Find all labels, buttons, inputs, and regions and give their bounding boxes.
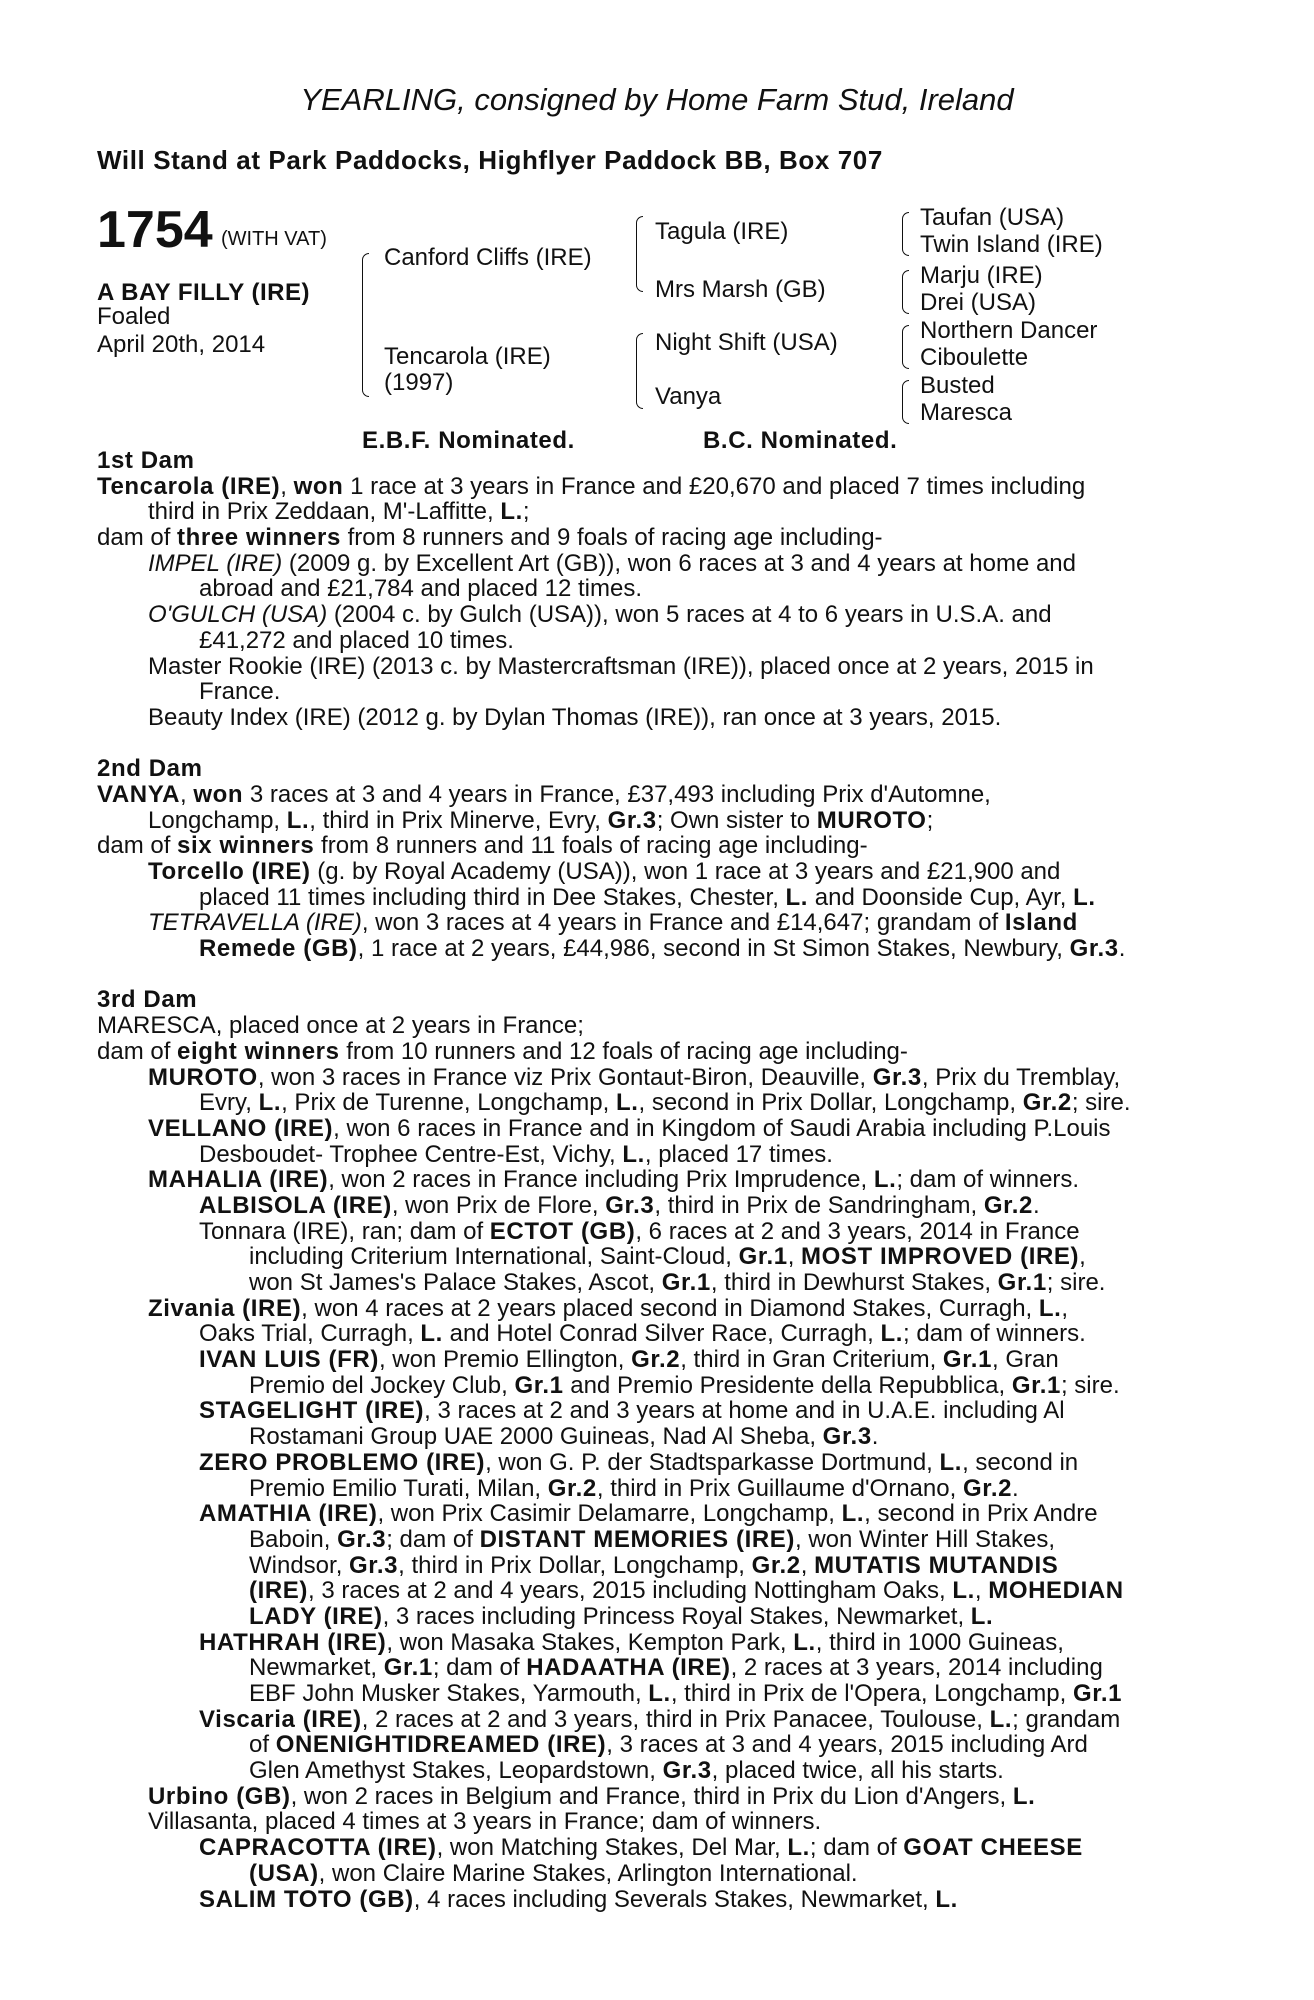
text: , — [787, 1243, 802, 1271]
horse-name: IVAN LUIS (FR) — [199, 1346, 379, 1374]
grade: Gr.2 — [962, 1474, 1013, 1502]
text: ; — [522, 498, 530, 526]
grade: L. — [420, 1320, 443, 1348]
pedigree-brace-3 — [636, 333, 643, 409]
lot-number: 1754 — [97, 201, 213, 259]
text: , — [280, 472, 294, 500]
text: third in Prix Zeddaan, M'-Laffitte, — [148, 498, 501, 526]
spacer — [97, 962, 1197, 988]
text: , — [1061, 1294, 1069, 1322]
text: , — [800, 1551, 815, 1579]
text: dam of — [97, 1037, 178, 1065]
text: including Criterium International, Saint-Cloud, — [249, 1243, 739, 1271]
horse-name: A BAY FILLY (IRE) — [97, 279, 310, 306]
produce-line — [97, 1424, 1197, 1450]
text: . — [871, 1423, 879, 1451]
grade: Gr.1 — [942, 1346, 993, 1374]
grade: L. — [1012, 1782, 1036, 1810]
text: and Premio Presidente della Repubblica, — [563, 1371, 1012, 1399]
text: six winners — [177, 832, 315, 860]
text: , won 3 races at 4 years in France and £14,647; grandam of — [361, 909, 1005, 937]
pedigree-brace-1 — [362, 253, 369, 397]
text: , 3 races including Princess Royal Stakes, Newmarket, — [382, 1602, 971, 1630]
text: dam of — [97, 832, 178, 860]
text: 3 races at 3 and 4 years in France, £37,493 including Prix d'Automne, — [243, 780, 991, 808]
horse-name: MOST IMPROVED (IRE) — [801, 1243, 1080, 1271]
text: , won Premio Ellington, — [378, 1346, 632, 1374]
text: won St James's Palace Stakes, Ascot, — [249, 1269, 662, 1296]
horse-name: Remede (GB) — [199, 935, 358, 963]
third-dam-heading: 3rd Dam — [97, 986, 198, 1014]
text: Tonnara (IRE), ran; dam of — [199, 1217, 490, 1245]
text: three winners — [177, 524, 341, 552]
horse-name: HADAATHA (IRE) — [526, 1654, 731, 1682]
text: Premio Emilio Turati, Milan, — [249, 1474, 548, 1502]
produce-line: £41,272 and placed 10 times. — [199, 626, 514, 654]
text: ; — [926, 806, 934, 834]
produce-line — [97, 1398, 1197, 1424]
produce-line — [97, 1604, 1197, 1630]
horse-name: SALIM TOTO (GB) — [199, 1885, 414, 1913]
text: Windsor, — [249, 1551, 350, 1579]
produce-line — [97, 1758, 1197, 1784]
grade: Gr.1 — [661, 1269, 711, 1296]
horse-name: Viscaria (IRE) — [199, 1705, 362, 1733]
produce-line — [97, 551, 1197, 577]
horse-name: Zivania (IRE) — [148, 1294, 302, 1322]
text: . — [1118, 935, 1126, 963]
grade: L. — [793, 1628, 816, 1656]
text: Oaks Trial, Curragh, — [199, 1320, 421, 1348]
text: , won G. P. der Stadtsparkasse Dortmund, — [485, 1448, 940, 1476]
horse-name: VELLANO (IRE) — [148, 1114, 334, 1142]
text: , third in Prix Guillaume d'Ornano, — [596, 1474, 963, 1502]
text: , Gran — [992, 1346, 1059, 1374]
pedigree-brace-6 — [902, 325, 909, 369]
pedigree-brace-5 — [902, 270, 909, 314]
sire: Canford Cliffs (IRE) — [384, 244, 592, 271]
grade: L. — [785, 883, 809, 911]
pedigree-brace-2 — [636, 216, 643, 292]
grade: L. — [935, 1885, 958, 1913]
grade: L. — [880, 1320, 904, 1348]
grandsire-3: Northern Dancer — [920, 317, 1098, 344]
granddam-1: Twin Island (IRE) — [920, 231, 1103, 258]
granddam-2: Drei (USA) — [920, 289, 1037, 316]
horse-name: CAPRACOTTA (IRE) — [199, 1834, 437, 1862]
text: (2009 g. by Excellent Art (GB)), won 6 races at 3 and 4 years at home and — [282, 549, 1076, 577]
text: Rostamani Group UAE 2000 Guineas, Nad Al Sheba, — [249, 1423, 823, 1451]
produce-line — [97, 1707, 1197, 1733]
second-dam-line — [97, 782, 1197, 808]
produce-line — [97, 1655, 1197, 1681]
text: 1 race at 3 years in France and £20,670 and placed 7 times including — [343, 472, 1086, 500]
grandsire-2: Marju (IRE) — [920, 262, 1043, 289]
text: ; dam of — [386, 1525, 480, 1553]
text: ; dam of winners. — [903, 1320, 1086, 1348]
produce-line — [97, 910, 1197, 936]
text: , third in Prix de Sandringham, — [654, 1191, 984, 1219]
granddam-4: Maresca — [920, 399, 1013, 426]
sire-dam: Mrs Marsh (GB) — [655, 276, 826, 303]
produce-line: Master Rookie (IRE) (2013 c. by Mastercraftsman (IRE)), placed once at 2 years, 2015 in — [148, 652, 1094, 680]
text: , — [974, 1577, 989, 1605]
produce-line: France. — [199, 678, 281, 706]
text: , second in — [962, 1448, 1079, 1476]
text: placed 11 times including third in Dee Stakes, Chester, — [199, 883, 786, 911]
horse-name: VANYA — [97, 780, 181, 808]
horse-name: HATHRAH (IRE) — [199, 1628, 387, 1656]
produce-line — [97, 1553, 1197, 1579]
horse-name: ONENIGHTIDREAMED (IRE) — [275, 1731, 607, 1759]
text: , third in 1000 Guineas, — [815, 1628, 1064, 1656]
produce-line — [97, 1501, 1197, 1527]
horse-name: LADY (IRE) — [249, 1602, 383, 1630]
grade: Gr.1 — [997, 1269, 1047, 1296]
text: , won Masaka Stakes, Kempton Park, — [386, 1628, 794, 1656]
text: ; Own sister to — [656, 806, 817, 834]
grade: L. — [1038, 1294, 1062, 1322]
text: , 3 races at 3 and 4 years, 2015 including Ard — [606, 1731, 1088, 1759]
produce-line — [97, 1347, 1197, 1373]
third-dam-line: MARESCA, placed once at 2 years in France; — [97, 1012, 584, 1040]
pedigree-brace-7 — [902, 380, 909, 424]
grade: L. — [648, 1680, 671, 1707]
consignment-title: YEARLING, consigned by Home Farm Stud, Ireland — [300, 82, 1014, 117]
text: , third in Prix Dollar, Longchamp, — [398, 1551, 752, 1579]
text: , — [1079, 1243, 1086, 1271]
horse-name: IMPEL (IRE) — [148, 549, 283, 577]
text: ; dam of winners. — [896, 1166, 1080, 1194]
grade: Gr.1 — [1072, 1680, 1123, 1707]
grade: Gr.1 — [1011, 1371, 1061, 1399]
horse-name: GOAT CHEESE — [903, 1834, 1083, 1862]
produce-line — [97, 1219, 1197, 1245]
horse-name: ZERO PROBLEMO (IRE) — [199, 1448, 486, 1476]
text: , won Prix de Flore, — [391, 1191, 606, 1219]
produce-line — [97, 1065, 1197, 1091]
third-dam-line — [97, 1039, 1197, 1065]
produce-line — [97, 1450, 1197, 1476]
text: , won Matching Stakes, Del Mar, — [436, 1834, 788, 1862]
text: eight winners — [177, 1037, 340, 1065]
grandsire-4: Busted — [920, 372, 995, 399]
text: ; sire. — [1071, 1089, 1131, 1117]
text: , won Winter Hill Stakes, — [794, 1525, 1056, 1553]
text: , second in Prix Andre — [864, 1500, 1098, 1528]
grade: L. — [787, 1834, 810, 1862]
produce-line: Villasanta, placed 4 times at 3 years in France; dam of winners. — [148, 1808, 822, 1836]
text: and Doonside Cup, Ayr, — [808, 883, 1074, 911]
grade: L. — [286, 806, 310, 834]
grade: Gr.2 — [983, 1191, 1033, 1219]
text: Glen Amethyst Stakes, Leopardstown, — [249, 1757, 663, 1785]
text: , won 6 races in France and in Kingdom of Saudi Arabia including P.Louis — [333, 1114, 1111, 1142]
produce-line — [97, 1681, 1197, 1707]
text: , won Claire Marine Stakes, Arlington International. — [318, 1859, 858, 1887]
text: from 8 runners and 9 foals of racing age including- — [340, 524, 883, 552]
text: Premio del Jockey Club, — [249, 1371, 515, 1399]
text: , second in Prix Dollar, Longchamp, — [638, 1089, 1023, 1117]
produce-line — [97, 1296, 1197, 1322]
produce-line — [97, 1630, 1197, 1656]
grade: L. — [952, 1577, 975, 1605]
stand-location: Will Stand at Park Paddocks, Highflyer Paddock BB, Box 707 — [97, 145, 883, 175]
horse-name: AMATHIA (IRE) — [199, 1500, 378, 1528]
spacer — [97, 731, 1197, 757]
horse-name: (IRE) — [249, 1577, 308, 1605]
horse-name: MOHEDIAN — [988, 1577, 1124, 1605]
produce-line — [97, 1193, 1197, 1219]
first-dam-heading: 1st Dam — [97, 447, 195, 474]
grade: L. — [622, 1140, 645, 1168]
grade: L. — [258, 1089, 282, 1117]
text: , 2 races at 2 and 3 years, third in Prix Panacee, Toulouse, — [361, 1705, 990, 1733]
grade: L. — [615, 1089, 639, 1117]
grade: Gr.3 — [662, 1757, 712, 1785]
second-dam-line — [97, 833, 1197, 859]
horse-name: ALBISOLA (IRE) — [199, 1191, 392, 1219]
text: , placed twice, all his starts. — [711, 1757, 1004, 1785]
dam-sire: Night Shift (USA) — [655, 329, 838, 356]
second-dam-line — [97, 808, 1197, 834]
produce-line — [97, 1373, 1197, 1399]
text: , won 3 races in France viz Prix Gontaut-Biron, Deauville, — [257, 1063, 873, 1091]
text: , third in Prix de l'Opera, Longchamp, — [670, 1680, 1073, 1707]
horse-name: O'GULCH (USA) — [148, 601, 328, 629]
horse-name: DISTANT MEMORIES (IRE) — [479, 1525, 795, 1553]
horse-name: STAGELIGHT (IRE) — [199, 1397, 425, 1425]
text: , 1 race at 2 years, £44,986, second in St Simon Stakes, Newbury, — [357, 935, 1070, 963]
grade: Gr.1 — [738, 1243, 788, 1271]
text: , 6 races at 2 and 3 years, 2014 in France — [635, 1217, 1080, 1245]
text: , won 2 races in Belgium and France, third in Prix du Lion d'Angers, — [290, 1782, 1013, 1810]
text: won — [193, 780, 244, 808]
foaled-label: Foaled — [97, 303, 171, 330]
text: , 2 races at 3 years, 2014 including — [730, 1654, 1103, 1682]
grade: L. — [970, 1602, 994, 1630]
grade: L. — [500, 498, 523, 526]
pedigree-brace-4 — [902, 212, 909, 256]
horse-name: ECTOT (GB) — [489, 1217, 636, 1245]
grade: Gr.3 — [822, 1423, 872, 1451]
text: from 10 runners and 12 foals of racing age including- — [339, 1037, 908, 1065]
text: ; dam of — [809, 1834, 904, 1862]
text: ; dam of — [432, 1654, 527, 1682]
produce-line — [97, 1142, 1197, 1168]
text: from 8 runners and 11 foals of racing age including- — [314, 832, 868, 860]
horse-name: TETRAVELLA (IRE) — [148, 909, 362, 937]
grade: L. — [1073, 883, 1096, 911]
grade: Gr.3 — [349, 1551, 399, 1579]
grade: L. — [841, 1500, 865, 1528]
produce-line — [97, 602, 1197, 628]
produce-line — [97, 1090, 1197, 1116]
first-dam-line — [97, 525, 1197, 551]
text: , third in Gran Criterium, — [680, 1346, 943, 1374]
horse-name: MUROTO — [148, 1063, 258, 1091]
grandsire-1: Taufan (USA) — [920, 204, 1065, 231]
ebf-nominated: E.B.F. Nominated. — [362, 427, 575, 454]
horse-name: Urbino (GB) — [148, 1782, 291, 1810]
grade: L. — [989, 1705, 1013, 1733]
horse-name: (USA) — [249, 1859, 319, 1887]
vat-label: (WITH VAT) — [221, 228, 327, 250]
text: , won Prix Casimir Delamarre, Longchamp, — [377, 1500, 842, 1528]
text: (2004 c. by Gulch (USA)), won 5 races at 4 to 6 years in U.S.A. and — [327, 601, 1052, 629]
text: , third in Prix Minerve, Evry, — [309, 806, 608, 834]
text: won — [293, 472, 344, 500]
first-dam-line — [97, 474, 1197, 500]
text: , 4 races including Severals Stakes, Newmarket, — [413, 1885, 936, 1913]
produce-line — [97, 1527, 1197, 1553]
text: EBF John Musker Stakes, Yarmouth, — [249, 1680, 649, 1707]
text: , Prix de Turenne, Longchamp, — [281, 1089, 616, 1117]
text: ; sire. — [1060, 1371, 1120, 1399]
produce-line — [97, 1244, 1197, 1270]
produce-line — [97, 1578, 1197, 1604]
text: , won 2 races in France including Prix Imprudence, — [328, 1166, 874, 1194]
grade: Gr.2 — [1022, 1089, 1072, 1117]
text: , — [180, 780, 194, 808]
horse-name: MAHALIA (IRE) — [148, 1166, 329, 1194]
grade: Gr.3 — [872, 1063, 922, 1091]
sire-sire: Tagula (IRE) — [655, 218, 789, 245]
second-dam-heading: 2nd Dam — [97, 755, 203, 783]
produce-line — [97, 859, 1197, 885]
produce-line — [97, 1270, 1197, 1296]
text: , placed 17 times. — [644, 1140, 833, 1168]
grade: L. — [873, 1166, 897, 1194]
grade: L. — [939, 1448, 963, 1476]
produce-line — [97, 1321, 1197, 1347]
grade: Gr.3 — [607, 806, 657, 834]
bc-nominated: B.C. Nominated. — [703, 427, 898, 454]
text: dam of — [97, 524, 178, 552]
grade: Gr.1 — [383, 1654, 433, 1682]
horse-name: Torcello (IRE) — [148, 858, 311, 885]
horse-name: Tencarola (IRE) — [97, 472, 281, 500]
text: , 3 races at 2 and 3 years at home and in U.A.E. including Al — [424, 1397, 1065, 1425]
text: Evry, — [199, 1089, 259, 1117]
dam-year: (1997) — [384, 369, 454, 396]
grade: Gr.3 — [605, 1191, 655, 1219]
text: , third in Dewhurst Stakes, — [710, 1269, 998, 1296]
produce-line — [97, 1167, 1197, 1193]
grade: Gr.2 — [751, 1551, 801, 1579]
granddam-3: Ciboulette — [920, 344, 1029, 371]
grade: Gr.2 — [547, 1474, 597, 1502]
produce-line — [97, 1835, 1197, 1861]
horse-name: Island — [1004, 909, 1078, 937]
text: Newmarket, — [249, 1654, 384, 1682]
produce-line — [97, 1732, 1197, 1758]
text: . — [1012, 1474, 1019, 1502]
text: of — [249, 1731, 276, 1759]
produce-line: abroad and £21,784 and placed 12 times. — [199, 575, 643, 603]
produce-line — [97, 1116, 1197, 1142]
horse-name: MUROTO — [816, 806, 927, 834]
produce-line — [97, 936, 1197, 962]
produce-line — [97, 1887, 1197, 1913]
produce-line — [97, 1476, 1197, 1502]
produce-line: Beauty Index (IRE) (2012 g. by Dylan Thomas (IRE)), ran once at 3 years, 2015. — [148, 703, 1002, 731]
text: Desboudet- Trophee Centre-Est, Vichy, — [199, 1140, 623, 1168]
grade: Gr.2 — [631, 1346, 681, 1374]
text: ; grandam — [1012, 1705, 1121, 1733]
grade: Gr.1 — [514, 1371, 564, 1399]
text: (g. by Royal Academy (USA)), won 1 race at 3 years and £21,900 and — [310, 858, 1061, 885]
produce-line — [97, 1784, 1197, 1810]
foaled-date: April 20th, 2014 — [97, 331, 266, 358]
text: . — [1032, 1191, 1040, 1219]
dam: Tencarola (IRE) — [384, 343, 551, 370]
first-dam-line — [97, 499, 1197, 525]
horse-name: MUTATIS MUTANDIS — [814, 1551, 1059, 1579]
text: ; sire. — [1046, 1269, 1106, 1296]
text: Baboin, — [249, 1525, 338, 1553]
grade: Gr.3 — [1069, 935, 1119, 963]
text: Longchamp, — [148, 806, 287, 834]
text: , 3 races at 2 and 4 years, 2015 including Nottingham Oaks, — [308, 1577, 953, 1605]
dam-dam: Vanya — [655, 383, 722, 410]
grade: Gr.3 — [337, 1525, 387, 1553]
text: and Hotel Conrad Silver Race, Curragh, — [442, 1320, 881, 1348]
produce-line — [97, 1861, 1197, 1887]
produce-record — [97, 448, 1197, 1912]
produce-line — [97, 885, 1197, 911]
text: , Prix du Tremblay, — [921, 1063, 1121, 1091]
text: , won 4 races at 2 years placed second in Diamond Stakes, Curragh, — [301, 1294, 1039, 1322]
